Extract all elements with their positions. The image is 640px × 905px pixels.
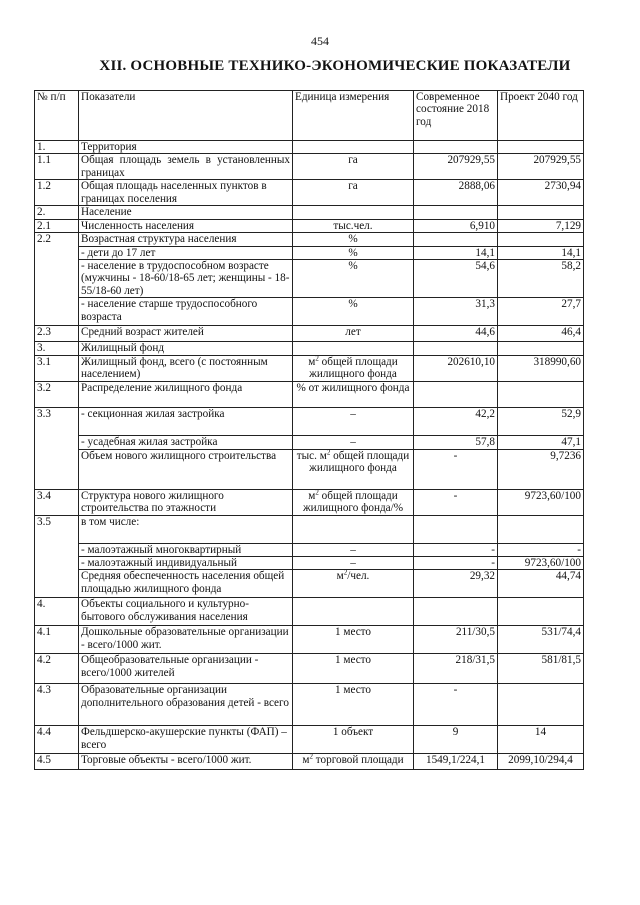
row-current: 218/31,5 — [414, 654, 498, 684]
row-project: 318990,60 — [498, 355, 584, 381]
row-unit: 1 место — [293, 684, 414, 726]
row-project: 2730,94 — [498, 180, 584, 206]
row-num: 3.1 — [35, 355, 79, 381]
row-num: 4.5 — [35, 754, 79, 770]
row-current: - — [414, 489, 498, 515]
row-name: Объем нового жилищного строительства — [79, 449, 293, 489]
header-project: Проект 2040 год — [498, 91, 584, 141]
table-row — [35, 233, 584, 246]
row-unit: 1 место — [293, 626, 414, 654]
row-unit: тыс.чел. — [293, 219, 414, 232]
header-current: Современное состояние 2018 год — [414, 91, 498, 141]
row-name: Средняя обеспеченность населения общей площадью жилищного фонда — [79, 570, 293, 598]
row-current: 54,6 — [414, 260, 498, 298]
table-row — [35, 435, 584, 449]
row-project: 581/81,5 — [498, 654, 584, 684]
row-name: Распределение жилищного фонда — [79, 381, 293, 407]
table-row — [35, 570, 584, 598]
table-row — [35, 219, 584, 232]
row-project: 46,4 — [498, 326, 584, 342]
row-current: 6,910 — [414, 219, 498, 232]
row-unit: % — [293, 260, 414, 298]
row-name: Общеобразовательные организации - всего/1000 жителей — [79, 654, 293, 684]
row-project: 58,2 — [498, 260, 584, 298]
table-row — [35, 298, 584, 326]
row-project: 531/74,4 — [498, 626, 584, 654]
table-row — [35, 381, 584, 407]
row-name: Структура нового жилищного строительства по этажности — [79, 489, 293, 515]
row-name: Объекты социального и культурно-бытового обслуживания населения — [79, 598, 293, 626]
table-row — [35, 684, 584, 726]
row-num: 1.2 — [35, 180, 79, 206]
row-unit: – — [293, 543, 414, 556]
table-row — [35, 260, 584, 298]
table-row — [35, 515, 584, 543]
table-row — [35, 489, 584, 515]
row-num: 4.3 — [35, 684, 79, 726]
page-number: 454 — [311, 34, 329, 48]
row-name: Жилищный фонд, всего (с постоянным населением) — [79, 355, 293, 381]
row-project: 47,1 — [498, 435, 584, 449]
row-current: - — [414, 684, 498, 726]
row-unit: – — [293, 407, 414, 435]
row-project: 14 — [498, 726, 584, 754]
row-project: - — [498, 543, 584, 556]
row-num: 3.4 — [35, 489, 79, 515]
row-num: 3.3 — [35, 407, 79, 489]
row-current: 202610,10 — [414, 355, 498, 381]
table-row — [35, 246, 584, 259]
table-row — [35, 407, 584, 435]
table-row — [35, 598, 584, 626]
row-unit: % — [293, 233, 414, 246]
table-row — [35, 141, 584, 154]
row-unit: $м^2$ торговой площади — [293, 754, 414, 770]
page-title: XII. ОСНОВНЫЕ ТЕХНИКО-ЭКОНОМИЧЕСКИЕ ПОКАЗАТЕЛИ — [99, 58, 571, 74]
row-current: - — [414, 557, 498, 570]
row-name: Общая площадь населенных пунктов в границах поселения — [79, 180, 293, 206]
row-unit: лет — [293, 326, 414, 342]
row-unit: га — [293, 180, 414, 206]
table-row — [35, 342, 584, 355]
row-name: Население — [79, 206, 293, 219]
table-row — [35, 180, 584, 206]
row-name: - население в трудоспособном возрасте (мужчины - 18-60/18-65 лет; женщины - 18-55/18-60 лет) — [79, 260, 293, 298]
row-current: 207929,55 — [414, 154, 498, 180]
row-unit: % — [293, 246, 414, 259]
row-num: 4. — [35, 598, 79, 626]
table-row — [35, 355, 584, 381]
header-indicator: Показатели — [79, 91, 293, 141]
row-current: 2888,06 — [414, 180, 498, 206]
row-current: 44,6 — [414, 326, 498, 342]
row-num: 4.1 — [35, 626, 79, 654]
row-unit: $м^2$/чел. — [293, 570, 414, 598]
row-name: - малоэтажный индивидуальный — [79, 557, 293, 570]
row-name: Образовательные организации дополнительного образования детей - всего — [79, 684, 293, 726]
row-project: 207929,55 — [498, 154, 584, 180]
row-name: - население старше трудоспособного возраста — [79, 298, 293, 326]
row-project: 9723,60/100 — [498, 489, 584, 515]
row-current: 14,1 — [414, 246, 498, 259]
row-num: 3.2 — [35, 381, 79, 407]
table-row — [35, 154, 584, 180]
table-row — [35, 449, 584, 489]
row-num: 3.5 — [35, 515, 79, 598]
table-row — [35, 206, 584, 219]
row-num: 2.2 — [35, 233, 79, 326]
table-row — [35, 326, 584, 342]
row-num: 1.1 — [35, 154, 79, 180]
table-row — [35, 543, 584, 556]
table-row — [35, 654, 584, 684]
row-project: 14,1 — [498, 246, 584, 259]
row-name: - малоэтажный многоквартирный — [79, 543, 293, 556]
row-unit: % от жилищного фонда — [293, 381, 414, 407]
row-current: 42,2 — [414, 407, 498, 435]
row-name: в том числе: — [79, 515, 293, 543]
row-unit: – — [293, 557, 414, 570]
row-current: - — [414, 543, 498, 556]
row-num: 3. — [35, 342, 79, 355]
row-name: - дети до 17 лет — [79, 246, 293, 259]
row-project: 2099,10/294,4 — [498, 754, 584, 770]
row-name: Дошкольные образовательные организации - всего/1000 жит. — [79, 626, 293, 654]
row-num: 2.3 — [35, 326, 79, 342]
row-num: 4.2 — [35, 654, 79, 684]
row-num: 1. — [35, 141, 79, 154]
row-project: 44,74 — [498, 570, 584, 598]
row-project: 9723,60/100 — [498, 557, 584, 570]
row-project: 9,7236 — [498, 449, 584, 489]
row-name: - усадебная жилая застройка — [79, 435, 293, 449]
row-current: 9 — [414, 726, 498, 754]
row-current: 31,3 — [414, 298, 498, 326]
row-num: 2.1 — [35, 219, 79, 232]
table-header-row — [35, 91, 584, 141]
row-unit: 1 место — [293, 654, 414, 684]
table-row — [35, 726, 584, 754]
row-unit: $м^2$ общей площади жилищного фонда — [293, 355, 414, 381]
row-unit: $м^2$ общей площади жилищного фонда/% — [293, 489, 414, 515]
row-name: Фельдшерско-акушерские пункты (ФАП) – всего — [79, 726, 293, 754]
row-num: 4.4 — [35, 726, 79, 754]
row-current: 1549,1/224,1 — [414, 754, 498, 770]
row-name: Средний возраст жителей — [79, 326, 293, 342]
row-unit: га — [293, 154, 414, 180]
row-unit: 1 объект — [293, 726, 414, 754]
indicators-table — [34, 90, 584, 770]
header-num: № п/п — [35, 91, 79, 141]
row-current: 211/30,5 — [414, 626, 498, 654]
row-current: 29,32 — [414, 570, 498, 598]
row-project: 52,9 — [498, 407, 584, 435]
table-row — [35, 626, 584, 654]
row-current: 57,8 — [414, 435, 498, 449]
row-project: 7,129 — [498, 219, 584, 232]
table-row — [35, 557, 584, 570]
row-project — [498, 684, 584, 726]
row-unit: тыс. $м^2$ общей площади жилищного фонда — [293, 449, 414, 489]
row-num: 2. — [35, 206, 79, 219]
row-project: 27,7 — [498, 298, 584, 326]
row-name: Территория — [79, 141, 293, 154]
table-row — [35, 754, 584, 770]
row-name: Торговые объекты - всего/1000 жит. — [79, 754, 293, 770]
row-name: Общая площадь земель в установленных границах — [79, 154, 293, 180]
header-unit: Единица измерения — [293, 91, 414, 141]
row-name: Численность населения — [79, 219, 293, 232]
row-name: - секционная жилая застройка — [79, 407, 293, 435]
row-unit: – — [293, 435, 414, 449]
row-unit: % — [293, 298, 414, 326]
row-name: Возрастная структура населения — [79, 233, 293, 246]
row-name: Жилищный фонд — [79, 342, 293, 355]
row-current: - — [414, 449, 498, 489]
